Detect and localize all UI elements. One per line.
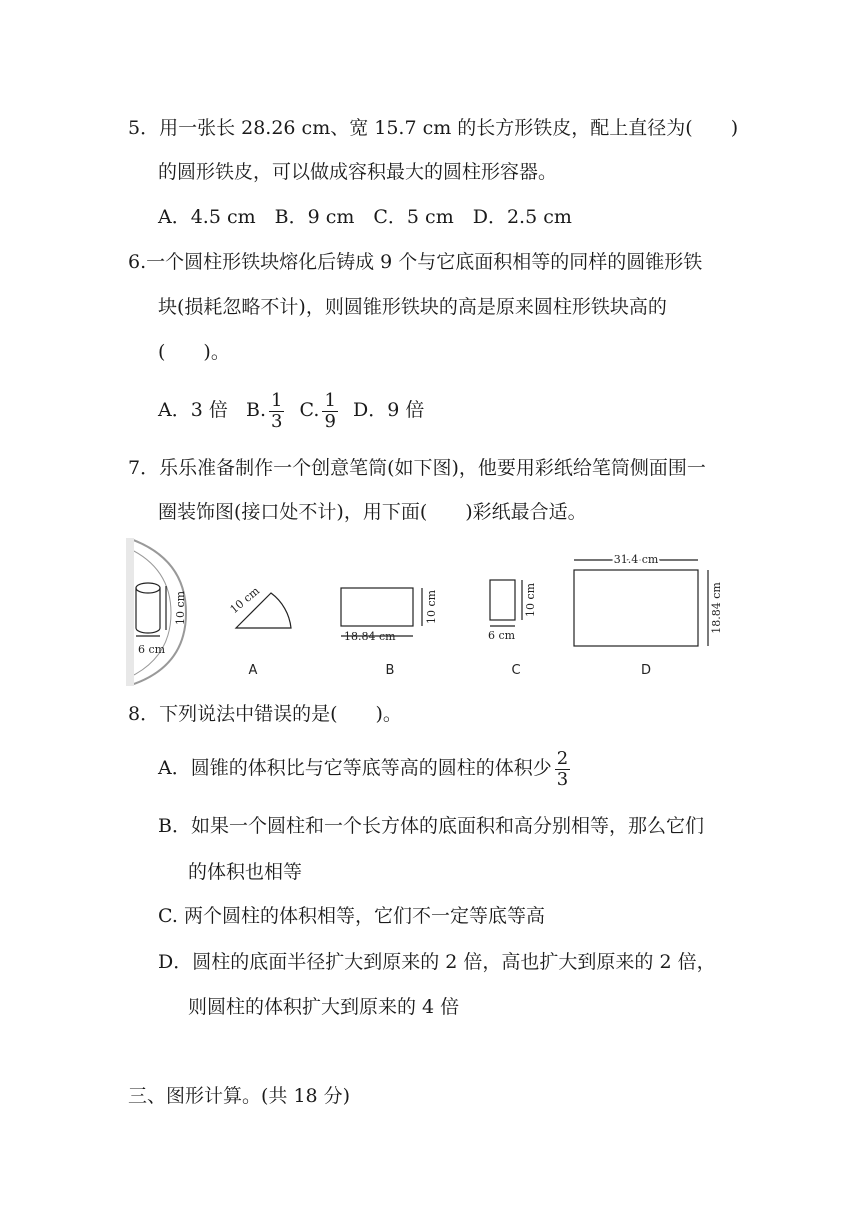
q8-option-d-line1: D．圆柱的底面半径扩大到原来的 2 倍，高也扩大到原来的 2 倍， xyxy=(158,951,716,973)
q6-option-b-fraction xyxy=(269,391,284,432)
fraction-denominator: 3 xyxy=(271,410,283,432)
q8-option-d-line2: 则圆柱的体积扩大到原来的 4 倍 xyxy=(188,996,460,1018)
option-d-rectangle xyxy=(574,560,708,646)
q8-option-b-line1: B．如果一个圆柱和一个长方体的底面积和高分别相等，那么它们 xyxy=(158,815,704,837)
option-c-width-label: 6 cm xyxy=(488,629,516,642)
q8-option-b-line2: 的体积也相等 xyxy=(188,861,303,883)
option-b-height-label: 10 cm xyxy=(425,589,438,625)
fraction-numerator: 1 xyxy=(271,389,283,411)
q6-line2: 块(损耗忽略不计)，则圆锥形铁块的高是原来圆柱形铁块高的 xyxy=(158,296,667,318)
option-c-caption: C xyxy=(511,663,521,678)
option-b-width-label: 18.84 cm xyxy=(344,630,396,643)
option-d-height-label: 18.84 cm xyxy=(710,582,723,634)
q6-option-c-fraction xyxy=(322,391,337,432)
cylinder-base-label: 6 cm xyxy=(138,643,166,656)
cylinder-height-label: 10 cm xyxy=(174,590,187,626)
q8-line1: 8．下列说法中错误的是( )。 xyxy=(128,703,402,725)
q8-option-a xyxy=(158,746,573,790)
q7-figure-svg xyxy=(126,538,736,686)
section3-title: 三、图形计算。(共 18 分) xyxy=(128,1085,351,1107)
q5-line2: 的圆形铁皮，可以做成容积最大的圆柱形容器。 xyxy=(158,161,558,183)
q7-figure xyxy=(126,538,736,686)
option-d-caption: D xyxy=(640,663,652,678)
q6-options xyxy=(158,388,424,432)
q8-option-c: C. 两个圆柱的体积相等，它们不一定等底等高 xyxy=(158,905,545,927)
q6-option-a: A．3 倍 xyxy=(158,399,228,421)
q5-line1: 5．用一张长 28.26 cm、宽 15.7 cm 的长方形铁皮，配上直径为( ) xyxy=(128,117,739,139)
cylinder-diagram xyxy=(136,583,166,636)
q8-option-a-text: A．圆锥的体积比与它等底等高的圆柱的体积少 xyxy=(158,757,552,779)
q7-line1: 7．乐乐准备制作一个创意笔筒(如下图)，他要用彩纸给笔筒侧面围一 xyxy=(128,457,706,479)
q6-line3: ( )。 xyxy=(158,341,230,363)
option-b-caption: B xyxy=(385,663,395,678)
option-c-rectangle xyxy=(490,580,522,626)
option-c-height-label: 10 cm xyxy=(524,582,537,618)
fraction-numerator: 1 xyxy=(324,389,336,411)
option-a-caption: A xyxy=(248,663,258,678)
q6-option-c-label: C. xyxy=(299,399,320,421)
option-d-width-label: 31.4 cm xyxy=(613,553,659,566)
fraction-numerator: 2 xyxy=(556,747,569,769)
option-b-rectangle xyxy=(341,588,422,636)
q6-option-d: D．9 倍 xyxy=(353,399,425,421)
q6-option-b-label: B. xyxy=(245,399,266,421)
q6-line1: 6.一个圆柱形铁块熔化后铸成 9 个与它底面积相等的同样的圆锥形铁 xyxy=(128,251,703,273)
q8-option-a-fraction xyxy=(555,749,570,790)
q5-options: A．4.5 cm B．9 cm C．5 cm D．2.5 cm xyxy=(158,206,572,228)
fraction-denominator: 9 xyxy=(324,410,336,432)
fraction-denominator: 3 xyxy=(556,768,569,790)
option-a-radius-label: 10 cm xyxy=(227,584,262,617)
q7-line2: 圈装饰图(接口处不计)，用下面( )彩纸最合适。 xyxy=(158,501,587,523)
